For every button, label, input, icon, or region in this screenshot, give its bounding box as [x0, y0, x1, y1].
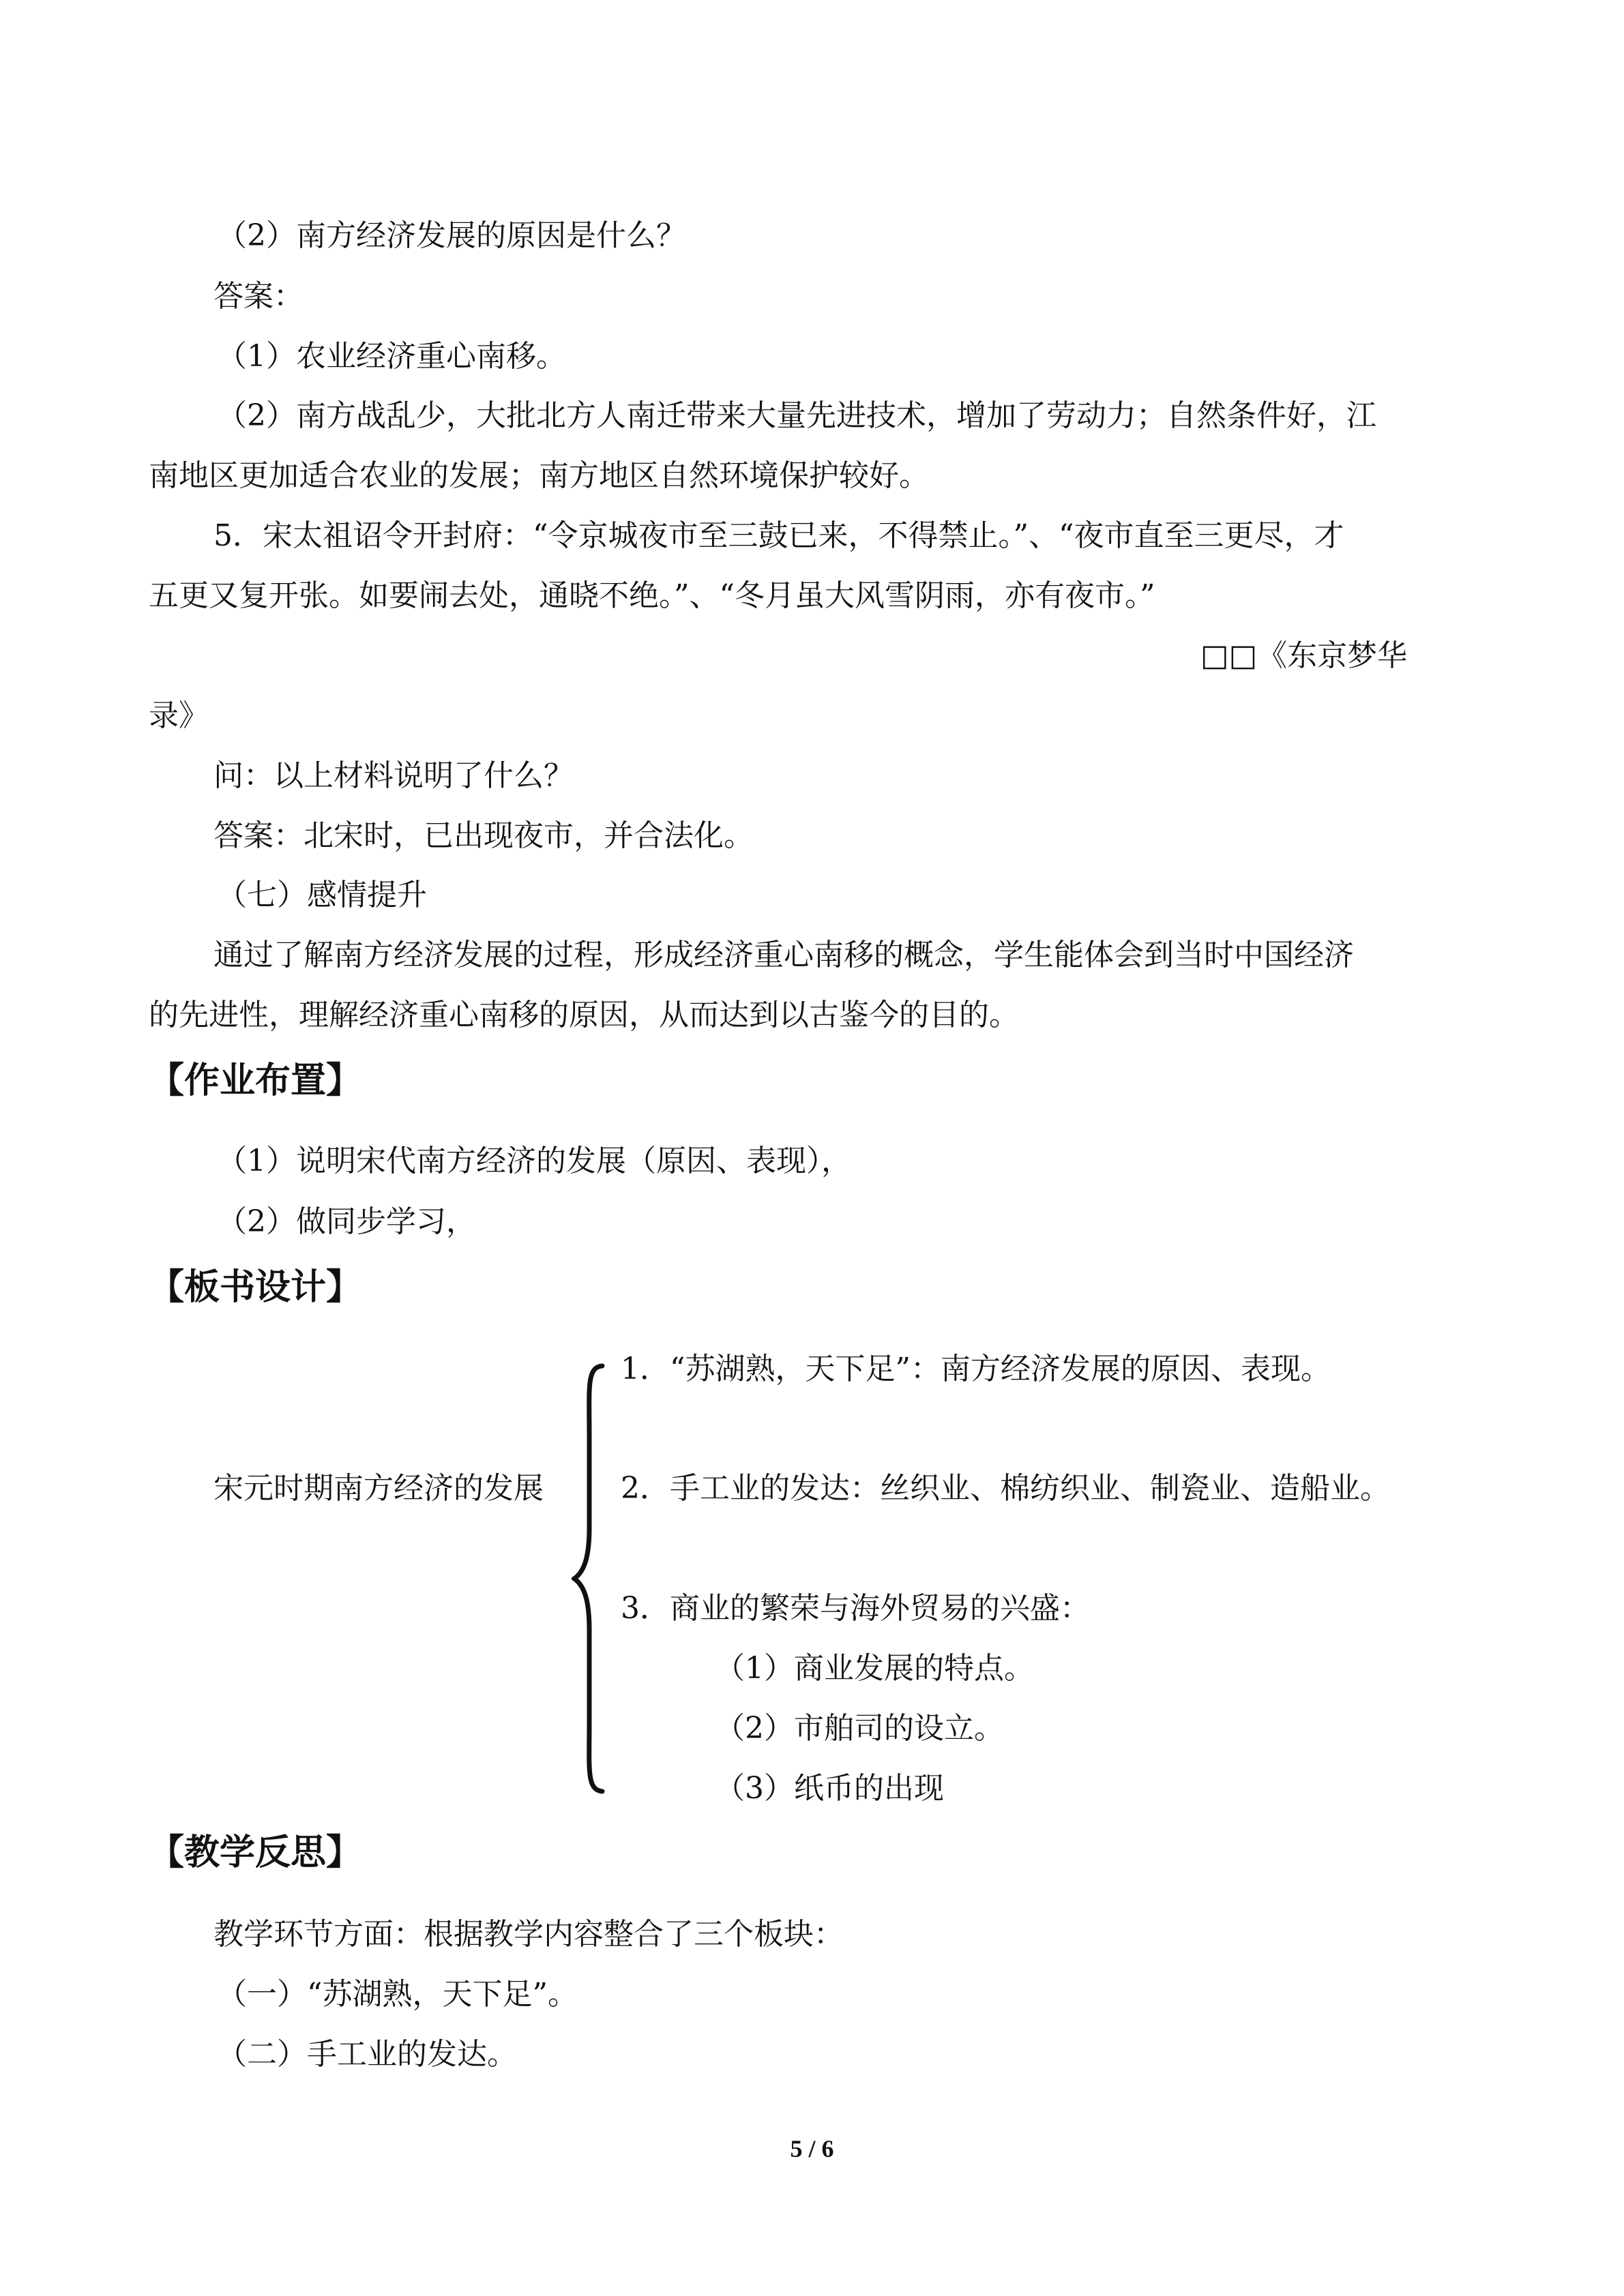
homework-item-2: （2）做同步学习， — [217, 1204, 476, 1239]
material-answer: 答案：北宋时，已出现夜市，并合法化。 — [213, 818, 754, 853]
reflection-heading: 【教学反思】 — [149, 1832, 362, 1873]
board-point-3: 3．商业的繁荣与海外贸易的兴盛： — [621, 1591, 1090, 1626]
emotion-title: （七）感情提升 — [217, 878, 427, 912]
board-sub-point-1: （1）商业发展的特点。 — [715, 1651, 1034, 1686]
question-2: （2）南方经济发展的原因是什么？ — [217, 218, 686, 253]
reflection-intro: 教学环节方面：根据教学内容整合了三个板块： — [213, 1917, 844, 1952]
reflection-item-2: （二）手工业的发达。 — [217, 2037, 517, 2072]
answer-2-line-2: 南地区更加适合农业的发展；南方地区自然环境保护较好。 — [149, 458, 929, 493]
emotion-line-2: 的先进性，理解经济重心南移的原因，从而达到以古鉴今的目的。 — [149, 998, 1019, 1032]
page-number: 5 / 6 — [790, 2135, 834, 2162]
source-citation-line-1: □□《东京梦华 — [1200, 638, 1408, 673]
board-sub-point-2: （2）市舶司的设立。 — [715, 1711, 1004, 1746]
curly-brace-icon — [572, 1360, 612, 1797]
emotion-line-1: 通过了解南方经济发展的过程，形成经济重心南移的概念，学生能体会到当时中国经济 — [213, 938, 1354, 972]
board-heading: 【板书设计】 — [149, 1267, 362, 1308]
source-citation-line-2: 录》 — [149, 698, 209, 733]
board-topic: 宋元时期南方经济的发展 — [213, 1471, 544, 1506]
question-5-line-2: 五更又复开张。如要闹去处，通晓不绝。”、“冬月虽大风雪阴雨，亦有夜市。” — [149, 578, 1155, 613]
material-question: 问：以上材料说明了什么？ — [213, 758, 574, 793]
board-point-2: 2．手工业的发达：丝织业、棉纺织业、制瓷业、造船业。 — [621, 1471, 1390, 1506]
answer-2-line-1: （2）南方战乱少，大批北方人南迁带来大量先进技术，增加了劳动力；自然条件好，江 — [217, 398, 1376, 433]
board-point-1: 1．“苏湖熟，天下足”：南方经济发展的原因、表现。 — [621, 1352, 1331, 1386]
reflection-item-1: （一）“苏湖熟，天下足”。 — [217, 1977, 578, 2012]
homework-heading: 【作业布置】 — [149, 1060, 362, 1101]
answer-1: （1）农业经济重心南移。 — [217, 339, 566, 374]
board-sub-point-3: （3）纸币的出现 — [715, 1771, 944, 1806]
answer-label: 答案： — [213, 279, 304, 314]
question-5-line-1: 5．宋太祖诏令开封府：“令京城夜市至三鼓已来，不得禁止。”、“夜市直至三更尽，才 — [213, 518, 1344, 553]
homework-item-1: （1）说明宋代南方经济的发展（原因、表现）， — [217, 1144, 851, 1178]
